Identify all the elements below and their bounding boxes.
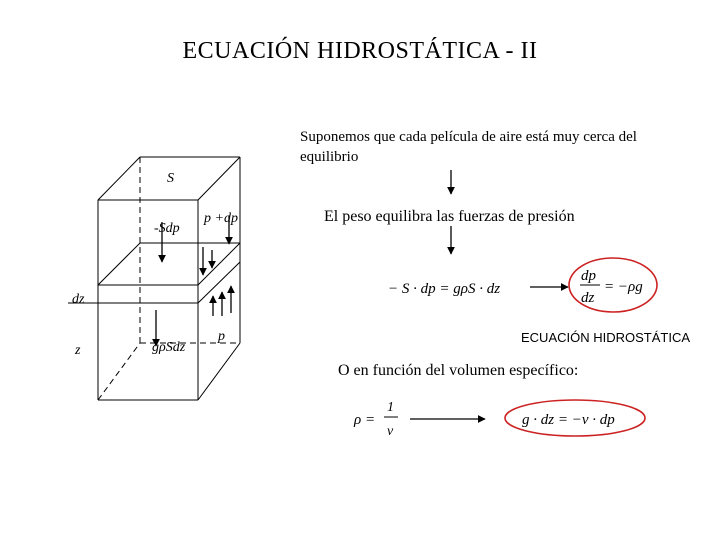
hydrostatic-rhs: = −ρg xyxy=(604,279,643,295)
area-label: S xyxy=(167,171,174,186)
density-lhs: ρ = xyxy=(354,412,376,428)
pressure-top-label: p +dp xyxy=(204,211,238,226)
box-top-right-diagonal xyxy=(198,157,240,200)
slab-top-right-diagonal xyxy=(198,243,240,285)
density-denominator: v xyxy=(387,424,394,439)
slide-title: ECUACIÓN HIDROSTÁTICA - II xyxy=(182,38,538,64)
assumption-text: Suponemos que cada película de aire está muy cerca del equilibrio xyxy=(300,129,637,165)
height-label: z xyxy=(75,343,81,358)
box-bottom-right-diagonal xyxy=(198,343,240,400)
force-top-label: -Sdp xyxy=(154,221,180,236)
balance-text: El peso equilibra las fuerzas de presión xyxy=(324,208,575,225)
box-top-left-diagonal xyxy=(98,157,140,200)
slab-bottom-right-diagonal xyxy=(198,262,240,303)
alternative-text: O en función del volumen específico: xyxy=(338,362,579,379)
result-label: ECUACIÓN HIDROSTÁTICA xyxy=(521,330,691,345)
slab-top-left-diagonal xyxy=(98,243,140,285)
hydrostatic-numerator: dp xyxy=(581,268,596,284)
pressure-bottom-label: p xyxy=(218,329,225,344)
balance-equation: − S · dp = gρS · dz xyxy=(388,281,501,297)
box-back-bottom-diagonal xyxy=(98,343,140,400)
specific-volume-equation: g · dz = −v · dp xyxy=(522,412,615,428)
density-numerator: 1 xyxy=(387,400,394,415)
weight-label: gρSdz xyxy=(152,340,186,355)
thickness-label: dz xyxy=(72,292,85,307)
hydrostatic-denominator: dz xyxy=(581,290,595,306)
